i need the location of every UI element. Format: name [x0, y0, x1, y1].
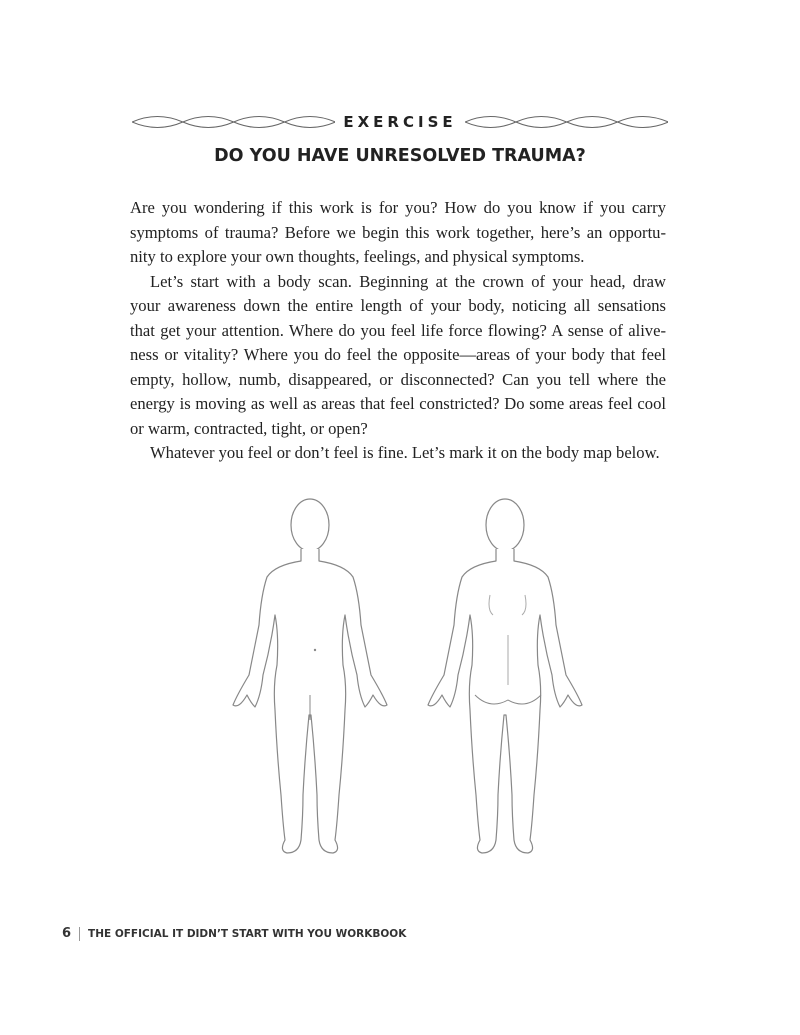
book-title: THE OFFICIAL IT DIDN’T START WITH YOU WORKBOOK	[88, 927, 407, 940]
back-body-figure	[428, 499, 582, 853]
text-line: your awareness down the entire length of your body, noticing all sensations	[130, 296, 666, 315]
paragraph	[130, 270, 666, 442]
text-line: Let’s start with a body scan. Beginning at the crown of your head, draw	[150, 271, 666, 291]
dna-ornament-right-icon	[465, 113, 668, 131]
body-text	[130, 196, 666, 466]
page-footer	[62, 926, 406, 941]
page-number: 6	[62, 926, 72, 941]
exercise-banner	[132, 108, 668, 136]
text-line: nity to explore your own thoughts, feelings, and physical symptoms.	[130, 247, 585, 266]
text-line: symptoms of trauma? Before we begin this work together, here’s an opportu-	[130, 222, 666, 242]
text-line: energy is moving as well as areas that feel constricted? Do some areas feel cool	[130, 394, 666, 413]
text-line: Whatever you feel or don’t feel is fine. Let’s mark it on the body map below.	[150, 443, 660, 462]
text-line: Are you wondering if this work is for you? How do you know if you carry	[130, 198, 666, 217]
paragraph	[130, 196, 666, 270]
text-line: that get your attention. Where do you feel life force flowing? A sense of alive-	[130, 320, 666, 340]
front-body-figure	[233, 499, 387, 853]
text-line: ness or vitality? Where you do feel the opposite—areas of your body that feel	[130, 345, 666, 364]
body-map	[225, 495, 595, 865]
exercise-label: EXERCISE	[343, 113, 457, 131]
page-title: DO YOU HAVE UNRESOLVED TRAUMA?	[214, 146, 586, 166]
text-line: empty, hollow, numb, disappeared, or disconnected? Can you tell where the	[130, 369, 666, 389]
text-line: or warm, contracted, tight, or open?	[130, 418, 368, 438]
footer-divider	[79, 927, 80, 941]
dna-ornament-left-icon	[132, 113, 335, 131]
paragraph	[130, 441, 666, 466]
